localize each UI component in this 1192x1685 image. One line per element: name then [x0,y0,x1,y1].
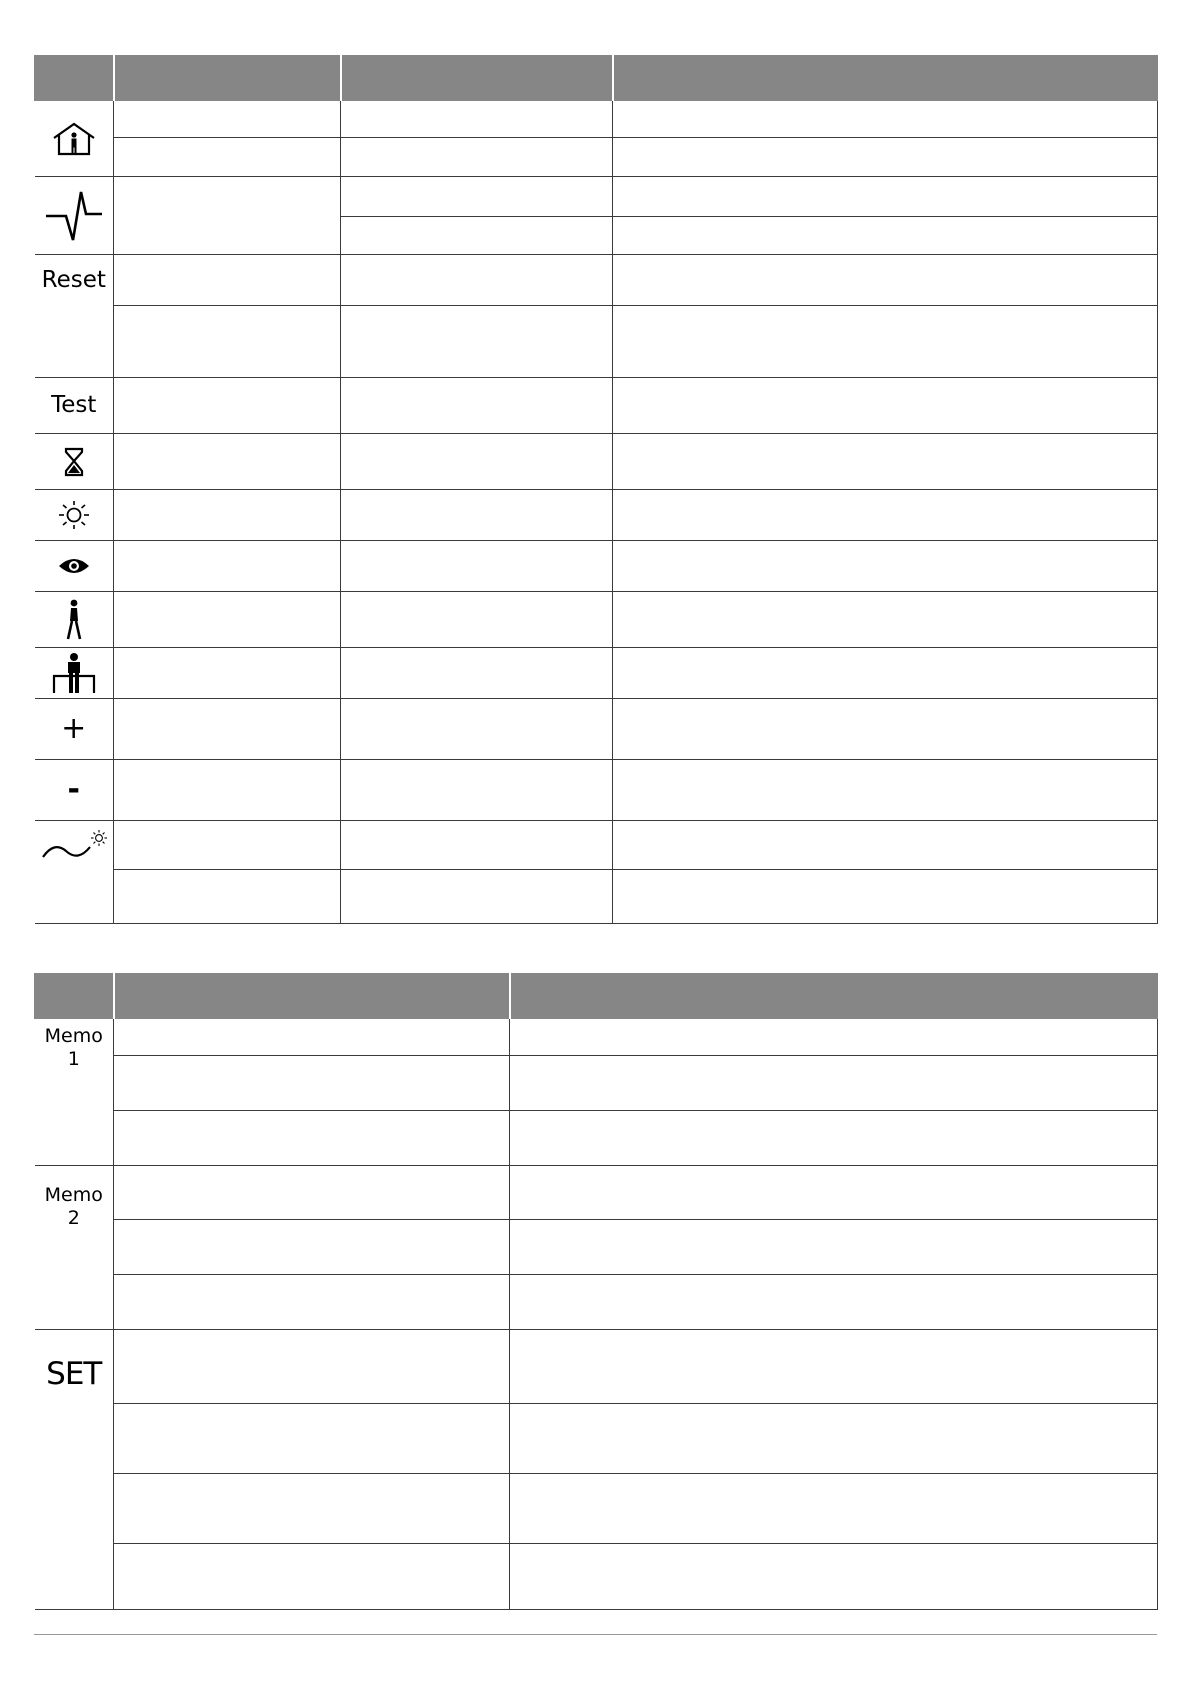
table-cell [114,138,341,177]
table-cell [114,870,341,924]
table-cell [510,1166,1158,1220]
table-cell [114,1330,510,1404]
table-cell [114,541,341,592]
table-row [35,255,1158,306]
table-row [35,1056,1158,1111]
icon-cell [35,648,114,699]
table-cell [341,699,613,760]
table-cell [613,648,1158,699]
table-row [35,541,1158,592]
sun-icon [57,500,91,530]
table-cell [341,138,613,177]
table-cell [114,648,341,699]
table-cell [341,870,613,924]
icon-cell [35,699,114,760]
table-cell [510,1544,1158,1610]
table-cell [613,101,1158,138]
table-row [35,434,1158,490]
table-row [35,1166,1158,1220]
table-row [35,1220,1158,1275]
table-cell [341,490,613,541]
table-row [35,699,1158,760]
table-cell [114,699,341,760]
table-cell [114,255,341,306]
wave-sun-icon [40,829,108,863]
table-cell [114,306,341,378]
set-label: SET [46,1355,102,1392]
table-cell [341,541,613,592]
memo-1-label-line1: Memo [44,1025,103,1047]
table-cell [114,1220,510,1275]
header-cell [341,56,613,101]
table-row [35,648,1158,699]
table-cell [114,1474,510,1544]
icon-cell [35,821,114,924]
table-cell [114,1166,510,1220]
memo-1-label-line2: 1 [67,1048,80,1070]
table-cell [613,760,1158,821]
icon-cell [35,541,114,592]
pulse-icon [44,188,104,244]
minus-label: - [67,772,80,807]
table-row [35,1404,1158,1474]
icon-cell [35,177,114,255]
table-row [35,1275,1158,1330]
header-cell [35,56,114,101]
table-cell [341,217,613,255]
table-row [35,1474,1158,1544]
hourglass-icon [64,447,84,477]
table-row [35,1019,1158,1056]
table-row [35,821,1158,870]
memo-2-label-line2: 2 [67,1207,80,1229]
table-cell [341,760,613,821]
memory-table [34,973,1158,1610]
table-cell [341,648,613,699]
table-row [35,1111,1158,1166]
icon-cell [35,255,114,378]
table-cell [510,1330,1158,1404]
walking-person-icon [64,599,84,641]
table-cell [613,541,1158,592]
table-cell [341,821,613,870]
table-cell [510,1220,1158,1275]
table-row [35,378,1158,434]
table-cell [114,760,341,821]
memo-2-label [35,1166,114,1230]
table-row [35,177,1158,217]
table-cell [613,378,1158,434]
table-cell [114,434,341,490]
table-cell [613,699,1158,760]
table-row [35,760,1158,821]
table-cell [114,1275,510,1330]
footer-rule [34,1634,1157,1635]
table-row [35,490,1158,541]
memo-1-label [35,1025,114,1071]
table-cell [510,1474,1158,1544]
icon-cell [35,760,114,821]
header-cell [613,56,1158,101]
table-row [35,101,1158,138]
table-row [35,306,1158,378]
icon-cell [35,101,114,177]
table-cell [613,306,1158,378]
table-cell [341,306,613,378]
table-cell [613,434,1158,490]
table-cell [510,1111,1158,1166]
table-cell [341,434,613,490]
table-header-row [35,974,1158,1019]
table-cell [510,1056,1158,1111]
table-cell [114,592,341,648]
table-cell [613,870,1158,924]
home-person-icon [51,121,97,157]
header-cell [510,974,1158,1019]
table-cell [613,177,1158,217]
table-cell [114,101,341,138]
table-row [35,1544,1158,1610]
table-cell [114,378,341,434]
table-cell [613,255,1158,306]
table-header-row [35,56,1158,101]
table-cell [341,255,613,306]
table-cell [613,490,1158,541]
table-cell [114,490,341,541]
table-row [35,870,1158,924]
table-cell [114,1544,510,1610]
header-cell [114,974,510,1019]
table-cell [613,592,1158,648]
table-cell [341,592,613,648]
table-cell [613,821,1158,870]
test-label: Test [51,392,97,418]
table-cell [114,1404,510,1474]
reset-label: Reset [41,267,106,293]
icon-cell [35,1166,114,1330]
memo-2-label-line1: Memo [44,1184,103,1206]
header-cell [114,56,341,101]
icon-cell [35,378,114,434]
table-cell [341,101,613,138]
table-cell [510,1404,1158,1474]
table-cell [341,177,613,217]
plus-label: + [61,711,87,746]
table-cell [613,217,1158,255]
table-cell [114,1019,510,1056]
table-cell [510,1275,1158,1330]
eye-icon [57,556,91,576]
icon-cell [35,1330,114,1610]
table-cell [114,821,341,870]
table-row [35,1330,1158,1404]
function-table [34,55,1158,924]
table-row [35,138,1158,177]
table-cell [510,1019,1158,1056]
table-cell [114,1056,510,1111]
table-cell [114,177,341,255]
table-cell [114,1111,510,1166]
icon-cell [35,592,114,648]
table-cell [613,138,1158,177]
table-row [35,592,1158,648]
person-at-desk-icon [51,652,97,694]
icon-cell [35,1019,114,1166]
icon-cell [35,490,114,541]
table-cell [341,378,613,434]
icon-cell [35,434,114,490]
